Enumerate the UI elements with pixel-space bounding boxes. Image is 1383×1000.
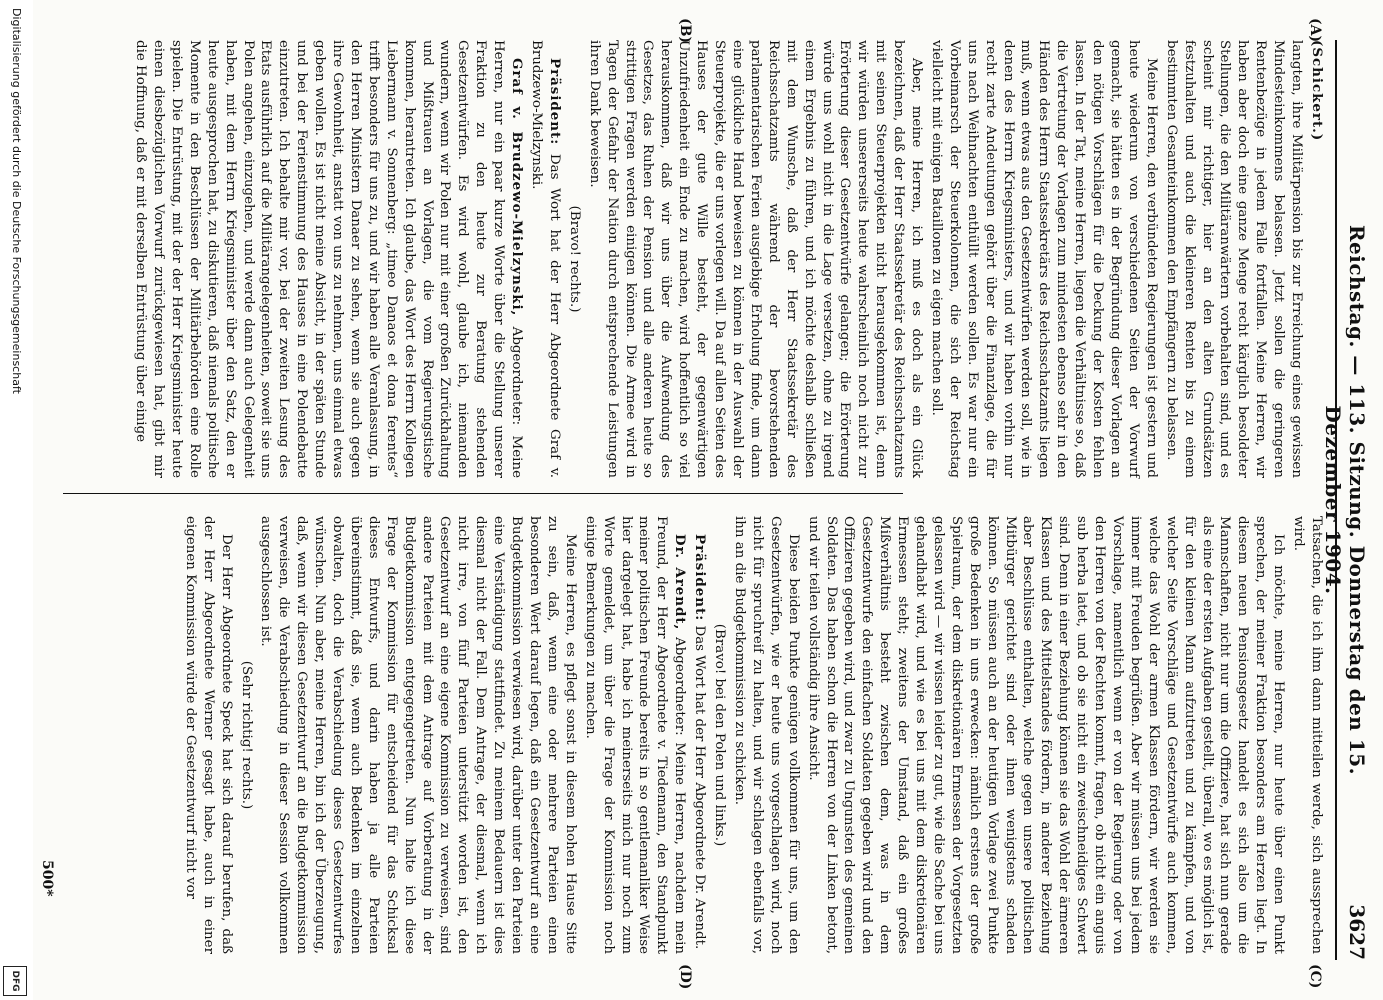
- paragraph: Meine Herren, den verbündeten Regierungen ist gestern und heute wiederum von verschiedenen Seiten der Vorwurf gemacht, sie hätten es in der Begründung dieser Vorlagen an den nötigen Vorschlägen für die Deckung der Kosten fehlen lassen. In der Tat, meine Herren, liegen die Verhältnisse so, daß die Vertretung der Vorlagen zum mindesten ebenso sehr in den Händen des Herrn Staatssekretärs des Reichsschatzamts liegen muß, wenn etwas aus den Gesetzentwürfen werden soll, wie in denen des Herrn Kriegsministers, und wir haben vorhin nur recht zarte Andeutungen gehört über die Finanzlage, die für uns nach Weihnachten enthüllt werden sollen. Es war nur ein Vorbeimarsch der Steuerkolonnen, die sich der Reichstag vielleicht mit einigen Bataillonen zu eigen machen soll.: [928, 40, 1159, 478]
- speaker-paragraph: Graf v. Brudzewo-Mielzynski, Abgeordneter: Meine Herren, nur ein paar kurze Worte über die Stellung unserer Fraktion zu den heute zur Beratung stehenden Gesetzentwürfen. Es wird wohl, glaube ich, niemanden wundern, wenn wir Polen nur mit einer großen Zurückhaltung und Mißtrauen an Vorlagen, die vom Regierungstische kommen, herantreten. Ich glaube, das Wort des Herrn Kollegen Liebermann v. Sonnenberg: „timeo Danaos et dona ferentes“ trifft besonders für uns zu, und wir haben alle Veranlassung, in den Herren Ministern Danaer zu sehen, wenn sie auch gegen ihre Gewohnheit, anstatt von uns zu nehmen, uns einmal etwas geben wollen. Es ist nicht meine Absicht, in der späten Stunde und bei der Ferienstimmung des Hauses in eine Polendebatte einzutreten. Ich behalte mir vor, bei der zweiten Lesung des Etats ausführlich auf die Militärangelegenheiten, soweit sie uns Polen angehen, einzugehen, und werde dann auch Gelegenheit haben, mit dem Herrn Kriegsminister über den Satz, den er heute ausgesprochen hat, zu diskutieren, daß niemals politische Momente in den Beschlüssen der Militärbehörden eine Rolle spielen. Die Entrüstung, mit der der Herr Kriegsminister heute einen diesbezüglichen Vorwurf zurückgewiesen hat, gibt mir die Hoffnung, daß er mit derselben Entrüstung über einige: [133, 40, 526, 478]
- margin-marker-b: (B): [677, 18, 693, 44]
- dfg-logo-icon: DFG: [3, 966, 27, 996]
- margin-marker-c: (C): [1307, 964, 1323, 989]
- applause-note: (Bravo! rechts.): [566, 205, 582, 313]
- digitization-bar: [0, 0, 33, 1000]
- margin-marker-a: (A): [1307, 18, 1323, 43]
- speaker-label: Graf v. Brudzewo-Mielzynski,: [509, 58, 526, 317]
- margin-marker-d: (D): [677, 964, 693, 990]
- digitization-note: Digitalisierung gefördert durch die Deutsche Forschungsgemeinschaft: [10, 8, 23, 394]
- right-column: [179, 516, 1325, 954]
- column-divider: [63, 493, 903, 494]
- page-number: 3627: [1345, 904, 1369, 960]
- left-column: [129, 40, 1325, 478]
- signature-mark: 500*: [39, 860, 55, 897]
- paragraph: Tatsachen, die ich ihm dann mitteilen werde, sich aussprechen wird.: [1291, 516, 1324, 954]
- applause-note: (Bravo! bei den Polen und links.): [712, 623, 728, 847]
- president-paragraph: Präsident: Das Wort hat der Herr Abgeordnete Dr. Arendt.: [692, 534, 709, 950]
- paragraph: Diese beiden Punkte genügen vollkommen für uns, um den Gesetzentwürfen, wie er heute uns vorgeschlagen wird, noch nicht für spruchreif zu halten, und wir schlagen ebenfalls vor, ihn an die Budgetkommission zu schicken.: [732, 516, 801, 954]
- paragraph: langten, ihre Militärpension bis zur Erreichung eines gewissen Mindesteinkommens belassen. Jetzt sollen die geringeren Rentenbezüge in jedem Falle fortfallen. Meine Herren, wir haben aber doch eine ganze Menge recht kärglich besoldeter Stellungen, die den Militäranwärtern vorbehalten sind, und es scheint mir richtiger, hier an den alten Grundsätzen festzuhalten und auch die kleineren Renten bis zu einem bestimmten Gesamteinkommen den Empfängern zu belassen.: [1163, 40, 1305, 478]
- paragraph: Der Herr Abgeordnete Speck hat sich darauf berufen, daß der Herr Abgeordnete Werner gesagt habe, auch in einer eigenen Kommission würde der Gesetzentwurf nicht vor: [182, 516, 234, 954]
- applause-note: (Sehr richtig! rechts.): [238, 660, 254, 810]
- paragraph: Ich möchte, meine Herren, nur heute über einen Punkt sprechen, der meiner Fraktion besonders am Herzen liegt. In diesem neuen Pensionsgesetz handelt es sich also um die Mannschaften, nicht nur um die Offiziere, hat sich nun gerade als eine der ersten Aufgaben gestellt, überall, wo es möglich ist, für den kleinen Mann aufzutreten und zu kämpfen, und von welcher Seite Vorschläge und Gesetzentwürfe auch kommen, welche das Wohl der armen Klassen fördern, wir werden sie immer mit Freuden begrüßen. Aber wir müssen uns bei jedem Vorschlage, namentlich wenn er von der Regierung oder von den Herren von der Rechten kommt, fragen, ob nicht ein anguis sub herba latet, und ob sie nicht ein zweischneidiges Schwert sind. Denn in einer Beziehung können sie das Wohl der ärmeren Klassen und des Mittelstandes fördern, in anderer Beziehung aber Beschlüsse enthalten, welche gegen unsere politischen Mitbürger gerichtet sind oder ihnen wenigstens schaden können. So müssen auch an der heutigen Vorlage zwei Punkte große Bedenken in uns erwecken: nämlich erstens der große Spielraum, der dem diskretionären Ermessen der Vorgesetzten gelassen wird — wir wissen leider zu gut, wie die Sache bei uns gehandhabt wird, und wie es bei uns mit dem diskretionären Ermessen steht; zweitens der Umstand, daß ein großes Mißverhältnis besteht zwischen dem, was in dem Gesetzentwurfe den einfachen Soldaten gegeben wird und den Offizieren gegeben wird, und zwar zu Ungunsten des gemeinen Soldaten. Das haben schon die Herren von der Linken betont, und wir teilen vollständig ihre Ansicht.: [805, 516, 1287, 954]
- paragraph: Meine Herren, es pflegt sonst in diesem hohen Hause Sitte zu sein, daß, wenn eine oder mehrere Parteien einen besonderen Wert darauf legen, daß ein Gesetzentwurf an eine Budgetkommission verwiesen wird, darüber unter den Parteien eine Verständigung stattfindet. Zu meinem Bedauern ist dies diesmal nicht der Fall. Dem Antrage, der diesmal, wenn ich nicht irre, von fünf Parteien unterstützt worden ist, den Gesetzentwurf an eine eigene Kommission zu verweisen, sind andere Parteien mit dem Antrage auf Vorberatung in der Budgetkommission entgegengetreten. Nun halte ich diese Frage der Kommission für entscheidend für das Schicksal dieses Entwurfs, und darin haben ja alle Parteien übereinstimmt, daß sie, wenn auch Bedenken im einzelnen obwalten, doch die Verabschiedung dieses Gesetzentwurfes wünschen. Nun aber, meine Herren, bin ich der Überzeugung, daß, wenn wir diesen Gesetzentwurf an die Budgetkommission verweisen, die Verabschiedung in dieser Session vollkommen ausgeschlossen ist.: [258, 516, 578, 954]
- president-label: Präsident:: [546, 58, 563, 146]
- speaker-paragraph: Dr. Arendt, Abgeordneter: Meine Herren, nachdem mein Freund, der Herr Abgeordnete v. Tiedemann, den Standpunkt meiner politischen Freunde bereits in so gentlemanliker Weise hier dargelegt hat, habe ich meinerseits mich nur noch zum Worte gemeldet, um über die Frage der Kommission noch einige Bemerkungen zu machen.: [582, 516, 689, 954]
- speaker-label: Dr. Arendt,: [672, 534, 689, 631]
- president-paragraph: Präsident: Das Wort hat der Herr Abgeordnete Graf v. Brudzewo-Mielzynski.: [529, 40, 563, 478]
- page-header: [1321, 40, 1371, 960]
- paragraph: Aber, meine Herren, ich muß es doch als ein Glück bezeichnen, daß der Herr Staatssekretär des Reichsschatzamts mit seinen Steuerprojekten nicht herausgekommen ist, denn wir würden unsererseits heute wahrscheinlich noch nicht zur Erörterung dieser Gesetzentwürfe gelangen; die Erörterung würde uns wohl nicht in die Lage versetzen, ohne zu irgend einem Ergebnis zu führen, und ich möchte deshalb schließen mit dem Wunsche, daß der Herr Staatssekretär des Reichsschatzamts während der bevorstehenden parlamentarischen Ferien ausgiebige Erholung finde, um dann eine glückliche Hand beweisen zu können in der Auswahl der Steuerprojekte, die er uns vorlegen will. Da auf allen Seiten des Hauses der gute Wille besteht, der gegenwärtigen Unzufriedenheit ein Ende zu machen, wird hoffentlich so viel herauskommen, daß wir uns über die Aufwendung des Gesetzes, das Ruhen der Pension und alle anderen heute so strittigen Fragen werden einigen können. Die Armee wird in Tagen der Gefahr der Nation durch entsprechende Leistungen ihren Dank beweisen.: [586, 40, 925, 478]
- header-title: Reichstag. — 113. Sitzung. Donnerstag den 15. Dezember 1904.: [1321, 224, 1369, 776]
- speaker-tag: (Schickert.): [1309, 40, 1325, 142]
- president-label: Präsident:: [692, 534, 709, 622]
